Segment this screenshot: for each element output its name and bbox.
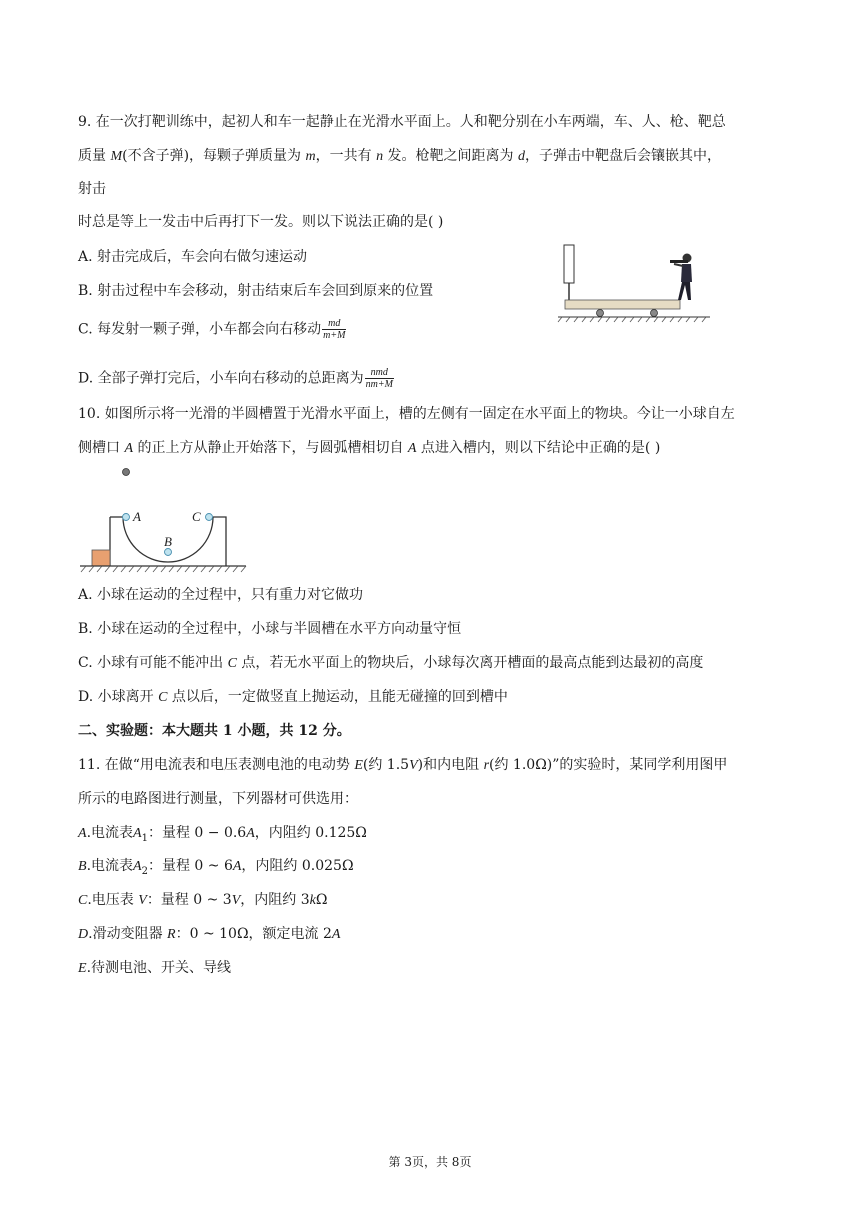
q10-figure-semicircle-groove [78,462,248,577]
q9-stem-line4: 时总是等上一发击中后再打下一发。则以下说法正确的是( ) [78,214,444,230]
page-footer: 第 3页，共 8页 [388,1155,472,1169]
q11-item-d: D.滑动变阻器 R：0 ~ 10Ω，额定电流 2A [78,926,341,942]
q11-item-a: A.电流表$A_1$：量程 0 − 0.6A，内阻约 0.125Ω [78,825,367,844]
q9-option-d-fraction: $\frac{\text{nmd}}{nm+M}$ [365,367,393,390]
q10-figure-label-b: B [164,534,172,549]
q10-option-d: D. 小球离开 C 点以后，一定做竖直上抛运动，且能无碰撞的回到槽中 [78,689,508,705]
q9-option-a: A. 射击完成后，车会向右做匀速运动 [78,249,308,265]
q11-item-e: E.待测电池、开关、导线 [78,960,232,976]
q10-option-b: B. 小球在运动的全过程中，小球与半圆槽在水平方向动量守恒 [78,621,462,637]
q10-stem-line2: 侧槽口 A 的正上方从静止开始落下，与圆弧槽相切自 A 点进入槽内，则以下结论中正确的是( ) [78,440,661,456]
q9-stem-line2: 质量 M(不含子弹)，每颗子弹质量为 m，一共有 n 发。枪靶之间距离为 d，子弹击中靶盘后会镶嵌其中， [78,148,721,164]
q9-figure-cart-shooter [550,240,720,326]
q9-stem-line1: 9. 在一次打靶训练中，起初人和车一起静止在光滑水平面上。人和靶分别在小车两端，车、人、枪、靶总 [78,114,726,130]
q10-option-a: A. 小球在运动的全过程中，只有重力对它做功 [78,587,364,603]
q9-stem-line3: 射击 [78,181,106,197]
q9-option-c-fraction: $\frac{md}{m+M}$ [323,318,346,341]
q9-option-d: D. 全部子弹打完后，小车向右移动的总距离为 $\frac{\text{nmd}}{nm+M}$ [78,367,393,390]
q10-stem-line1: 10. 如图所示将一光滑的半圆槽置于光滑水平面上，槽的左侧有一固定在水平面上的物块。今让一小球自左 [78,406,735,422]
q11-item-c: C.电压表 V：量程 0 ~ 3V，内阻约 3kΩ [78,892,328,908]
q11-stem-line2: 所示的电路图进行测量，下列器材可供选用： [78,791,358,807]
q10-figure-label-a: A [133,509,141,524]
q10-option-c: C. 小球有可能不能冲出 C 点，若无水平面上的物块后，小球每次离开槽面的最高点能到达最初的高度 [78,655,704,671]
q9-option-b: B. 射击过程中车会移动，射击结束后车会回到原来的位置 [78,283,434,299]
q11-stem-line1: 11. 在做“用电流表和电压表测电池的电动势 E(约 1.5V)和内电阻 r(约 1.0Ω)”的实验时，某同学利用图甲 [78,757,728,773]
q11-item-b: B.电流表$A_2$：量程 0 ~ 6A，内阻约 0.025Ω [78,858,354,877]
section2-heading: 二、实验题：本大题共 1 小题，共 12 分。 [78,723,351,739]
q9-option-c: C. 每发射一颗子弹，小车都会向右移动 $\frac{md}{m+M}$ [78,318,346,341]
q10-figure-label-c: C [192,509,201,524]
